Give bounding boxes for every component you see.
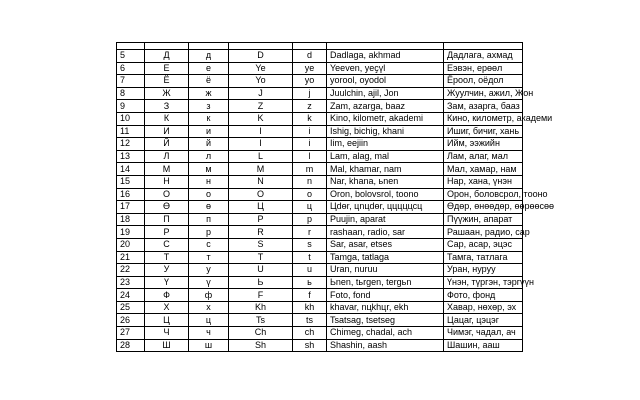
- cell-latin-upper: T: [229, 251, 293, 264]
- cell-num: 16: [117, 188, 145, 201]
- cell-num: 25: [117, 301, 145, 314]
- cell-latin-lower: ц: [293, 201, 327, 214]
- cell-cyrillic-upper: Р: [145, 226, 189, 239]
- table-body: [117, 43, 555, 352]
- cell-latin-upper: D: [229, 50, 293, 63]
- table-row: [117, 150, 523, 163]
- cell-cyrillic-upper: З: [145, 100, 189, 113]
- cell-latin-upper: Yo: [229, 75, 293, 88]
- cell-latin-lower: o: [293, 188, 327, 201]
- cell-cyrillic-upper: Ө: [145, 201, 189, 214]
- cell-latin-lower: l: [293, 150, 327, 163]
- cell-latin-lower: f: [293, 289, 327, 302]
- cell-cyrillic-example: Лам, алаг, мал: [444, 150, 523, 163]
- cell-cyrillic-upper: М: [145, 163, 189, 176]
- cell-num: 12: [117, 138, 145, 151]
- cell-latin-lower: yo: [293, 75, 327, 88]
- cell-cyrillic-upper: Д: [145, 50, 189, 63]
- cell-latin-lower: m: [293, 163, 327, 176]
- cell-cyrillic-lower: л: [189, 150, 229, 163]
- cell-cyrillic-upper: У: [145, 264, 189, 277]
- cell-cyrillic-lower: и: [189, 125, 229, 138]
- cell-cyrillic-example: Сар, асар, эцэс: [444, 238, 523, 251]
- cell-cyrillic-example: Зам, азарга, бааз: [444, 100, 523, 113]
- cell-latin-example: Mal, khamar, nam: [327, 163, 444, 176]
- cell-latin-lower: i: [293, 125, 327, 138]
- cell-cyrillic-example: Хавар, нөхөр, эх: [444, 301, 523, 314]
- table-row: [117, 251, 523, 264]
- table-row: [117, 327, 523, 340]
- cell-latin-lower: [293, 43, 327, 50]
- table-row: [117, 188, 523, 201]
- cell-num: 15: [117, 175, 145, 188]
- cell-cyrillic-lower: й: [189, 138, 229, 151]
- cell-num: 27: [117, 327, 145, 340]
- cell-cyrillic-lower: е: [189, 62, 229, 75]
- cell-num: 7: [117, 75, 145, 88]
- cell-latin-upper: Ye: [229, 62, 293, 75]
- table-row: [117, 175, 523, 188]
- cell-num: 10: [117, 112, 145, 125]
- cell-latin-lower: ye: [293, 62, 327, 75]
- cell-cyrillic-lower: з: [189, 100, 229, 113]
- cell-cyrillic-example: Ишиг, бичиг, хань: [444, 125, 523, 138]
- cell-latin-example: Kino, kilometr, akademi: [327, 112, 444, 125]
- cell-cyrillic-example: Рашаан, радио, сар: [444, 226, 523, 239]
- cell-cyrillic-upper: Т: [145, 251, 189, 264]
- cell-cyrillic-lower: т: [189, 251, 229, 264]
- cell-cyrillic-upper: Х: [145, 301, 189, 314]
- cell-cyrillic-example: Орон, боловсрол, тооно: [444, 188, 523, 201]
- cell-latin-example: Uran, nuruu: [327, 264, 444, 277]
- cell-num: 28: [117, 339, 145, 352]
- cell-latin-example: Puujin, aparat: [327, 213, 444, 226]
- table-row: [117, 213, 523, 226]
- cell-cyrillic-example: Цацаг, цэцэг: [444, 314, 523, 327]
- cell-latin-upper: R: [229, 226, 293, 239]
- cell-cyrillic-upper: О: [145, 188, 189, 201]
- table-row: [117, 301, 523, 314]
- cell-cyrillic-example: Ёроол, оёдол: [444, 75, 523, 88]
- table-row: [117, 163, 523, 176]
- cell-cyrillic-upper: Ү: [145, 276, 189, 289]
- cell-latin-example: [327, 43, 444, 50]
- cell-cyrillic-upper: [145, 43, 189, 50]
- cell-latin-upper: K: [229, 112, 293, 125]
- cell-cyrillic-lower: х: [189, 301, 229, 314]
- cell-num: 18: [117, 213, 145, 226]
- cell-latin-upper: O: [229, 188, 293, 201]
- cell-latin-example: Tamga, tatlaga: [327, 251, 444, 264]
- cell-latin-lower: sh: [293, 339, 327, 352]
- cell-latin-example: Oron, bolovsrol, toono: [327, 188, 444, 201]
- cell-cyrillic-example: Үнэн, түргэн, тэргүүн: [444, 276, 523, 289]
- cell-latin-example: Nar, khana, ьnen: [327, 175, 444, 188]
- cell-cyrillic-lower: ж: [189, 87, 229, 100]
- cell-latin-upper: Ь: [229, 276, 293, 289]
- cell-num: 13: [117, 150, 145, 163]
- table-row: [117, 125, 523, 138]
- table-row: [117, 138, 523, 151]
- table-row: [117, 276, 523, 289]
- cell-num: 19: [117, 226, 145, 239]
- cell-cyrillic-example: Тамга, татлага: [444, 251, 523, 264]
- partial-top-row: [117, 43, 523, 50]
- cell-latin-upper: N: [229, 175, 293, 188]
- cell-cyrillic-upper: Л: [145, 150, 189, 163]
- cell-latin-lower: p: [293, 213, 327, 226]
- cell-cyrillic-upper: И: [145, 125, 189, 138]
- cell-latin-upper: I: [229, 138, 293, 151]
- cell-cyrillic-lower: к: [189, 112, 229, 125]
- table-row: [117, 100, 523, 113]
- table-row: [117, 226, 523, 239]
- cell-cyrillic-lower: м: [189, 163, 229, 176]
- cell-cyrillic-upper: Ё: [145, 75, 189, 88]
- table-row: [117, 289, 523, 302]
- cell-cyrillic-example: Өдөр, өнөөдөр, өөрөөсөө: [444, 201, 523, 214]
- cell-num: 20: [117, 238, 145, 251]
- cell-latin-lower: j: [293, 87, 327, 100]
- cell-latin-lower: r: [293, 226, 327, 239]
- cell-cyrillic-example: Пүүжин, апарат: [444, 213, 523, 226]
- cell-latin-lower: kh: [293, 301, 327, 314]
- table-row: [117, 314, 523, 327]
- cell-latin-example: Ьnen, tьrgen, tergьn: [327, 276, 444, 289]
- cell-num: 14: [117, 163, 145, 176]
- cell-latin-example: Zam, azarga, baaz: [327, 100, 444, 113]
- cell-latin-upper: Ch: [229, 327, 293, 340]
- cell-cyrillic-lower: о: [189, 188, 229, 201]
- cell-cyrillic-example: Еэвэн, ерөөл: [444, 62, 523, 75]
- cell-cyrillic-example: Кино, километр, академи: [444, 112, 523, 125]
- cell-cyrillic-lower: [189, 43, 229, 50]
- cell-num: 17: [117, 201, 145, 214]
- cell-cyrillic-upper: К: [145, 112, 189, 125]
- cell-latin-example: Shashin, aash: [327, 339, 444, 352]
- cell-cyrillic-example: Шашин, ааш: [444, 339, 523, 352]
- table-row: [117, 112, 523, 125]
- cell-cyrillic-example: Фото, фонд: [444, 289, 523, 302]
- cell-cyrillic-upper: Ж: [145, 87, 189, 100]
- cell-cyrillic-example: Нар, хана, үнэн: [444, 175, 523, 188]
- cell-cyrillic-upper: Е: [145, 62, 189, 75]
- cell-num: 9: [117, 100, 145, 113]
- table-row: [117, 62, 523, 75]
- cell-latin-lower: s: [293, 238, 327, 251]
- cell-cyrillic-upper: Й: [145, 138, 189, 151]
- cell-cyrillic-upper: Ш: [145, 339, 189, 352]
- table-row: [117, 50, 523, 63]
- cell-latin-upper: M: [229, 163, 293, 176]
- cell-num: 5: [117, 50, 145, 63]
- cell-cyrillic-lower: ү: [189, 276, 229, 289]
- cell-latin-example: Yeeven, yeҫүl: [327, 62, 444, 75]
- cell-latin-lower: z: [293, 100, 327, 113]
- cell-num: 26: [117, 314, 145, 327]
- cell-cyrillic-upper: Н: [145, 175, 189, 188]
- cell-latin-example: Lam, alag, mal: [327, 150, 444, 163]
- cell-latin-example: Цdөr, цnцdөr, цццццсц: [327, 201, 444, 214]
- cell-latin-lower: d: [293, 50, 327, 63]
- cell-cyrillic-example: Жуулчин, ажил, Жон: [444, 87, 523, 100]
- cell-cyrillic-example: Чимэг, чадал, ач: [444, 327, 523, 340]
- cell-latin-upper: Z: [229, 100, 293, 113]
- cell-num: [117, 43, 145, 50]
- cell-latin-upper: Sh: [229, 339, 293, 352]
- cell-cyrillic-lower: н: [189, 175, 229, 188]
- cell-cyrillic-lower: ч: [189, 327, 229, 340]
- table-row: [117, 339, 523, 352]
- cell-latin-upper: J: [229, 87, 293, 100]
- cell-latin-example: yorool, oyodol: [327, 75, 444, 88]
- cell-num: 21: [117, 251, 145, 264]
- cell-latin-example: Foto, fond: [327, 289, 444, 302]
- cell-latin-lower: n: [293, 175, 327, 188]
- table-row: [117, 75, 523, 88]
- cell-cyrillic-lower: ө: [189, 201, 229, 214]
- table-row: [117, 201, 523, 214]
- cell-latin-upper: Ц: [229, 201, 293, 214]
- cell-latin-lower: ts: [293, 314, 327, 327]
- cell-cyrillic-lower: ш: [189, 339, 229, 352]
- cell-latin-lower: ch: [293, 327, 327, 340]
- cell-latin-upper: F: [229, 289, 293, 302]
- cell-latin-example: Tsatsag, tsetseg: [327, 314, 444, 327]
- cell-latin-upper: [229, 43, 293, 50]
- cell-latin-example: Dadlaga, akhmad: [327, 50, 444, 63]
- cell-latin-example: Sar, asar, etses: [327, 238, 444, 251]
- cell-num: 24: [117, 289, 145, 302]
- cell-latin-example: khavar, nцkhцr, ekh: [327, 301, 444, 314]
- cell-cyrillic-example: Уран, нуруу: [444, 264, 523, 277]
- cell-latin-lower: u: [293, 264, 327, 277]
- cell-latin-upper: Ts: [229, 314, 293, 327]
- cell-cyrillic-upper: П: [145, 213, 189, 226]
- cell-latin-example: rashaan, radio, sar: [327, 226, 444, 239]
- table-row: [117, 264, 523, 277]
- cell-cyrillic-upper: С: [145, 238, 189, 251]
- cell-cyrillic-upper: Ц: [145, 314, 189, 327]
- cell-cyrillic-upper: Ф: [145, 289, 189, 302]
- cell-latin-upper: S: [229, 238, 293, 251]
- table-row: [117, 238, 523, 251]
- cell-cyrillic-example: Мал, хамар, нам: [444, 163, 523, 176]
- cell-cyrillic-example: Дадлага, ахмад: [444, 50, 523, 63]
- cell-latin-example: Chimeg, chadal, ach: [327, 327, 444, 340]
- cell-latin-example: Juulchin, ajil, Jon: [327, 87, 444, 100]
- cell-latin-upper: U: [229, 264, 293, 277]
- cell-latin-example: Iim, eejiin: [327, 138, 444, 151]
- cell-num: 22: [117, 264, 145, 277]
- cell-cyrillic-lower: ё: [189, 75, 229, 88]
- cell-cyrillic-lower: с: [189, 238, 229, 251]
- cell-num: 11: [117, 125, 145, 138]
- cell-cyrillic-lower: д: [189, 50, 229, 63]
- cell-latin-upper: I: [229, 125, 293, 138]
- cell-cyrillic-lower: р: [189, 226, 229, 239]
- cell-latin-upper: P: [229, 213, 293, 226]
- cell-cyrillic-example: Ийм, ээжийн: [444, 138, 523, 151]
- table-row: [117, 87, 523, 100]
- cell-latin-upper: L: [229, 150, 293, 163]
- cell-cyrillic-example: [444, 43, 523, 50]
- cell-latin-lower: k: [293, 112, 327, 125]
- cell-cyrillic-upper: Ч: [145, 327, 189, 340]
- cell-cyrillic-lower: ц: [189, 314, 229, 327]
- cell-num: 8: [117, 87, 145, 100]
- cell-num: 6: [117, 62, 145, 75]
- alphabet-transliteration-table: [116, 42, 555, 352]
- cell-latin-example: Ishig, bichig, khani: [327, 125, 444, 138]
- cell-cyrillic-lower: ф: [189, 289, 229, 302]
- cell-latin-lower: i: [293, 138, 327, 151]
- cell-latin-lower: ь: [293, 276, 327, 289]
- cell-cyrillic-lower: у: [189, 264, 229, 277]
- cell-latin-lower: t: [293, 251, 327, 264]
- cell-cyrillic-lower: п: [189, 213, 229, 226]
- cell-num: 23: [117, 276, 145, 289]
- cell-latin-upper: Kh: [229, 301, 293, 314]
